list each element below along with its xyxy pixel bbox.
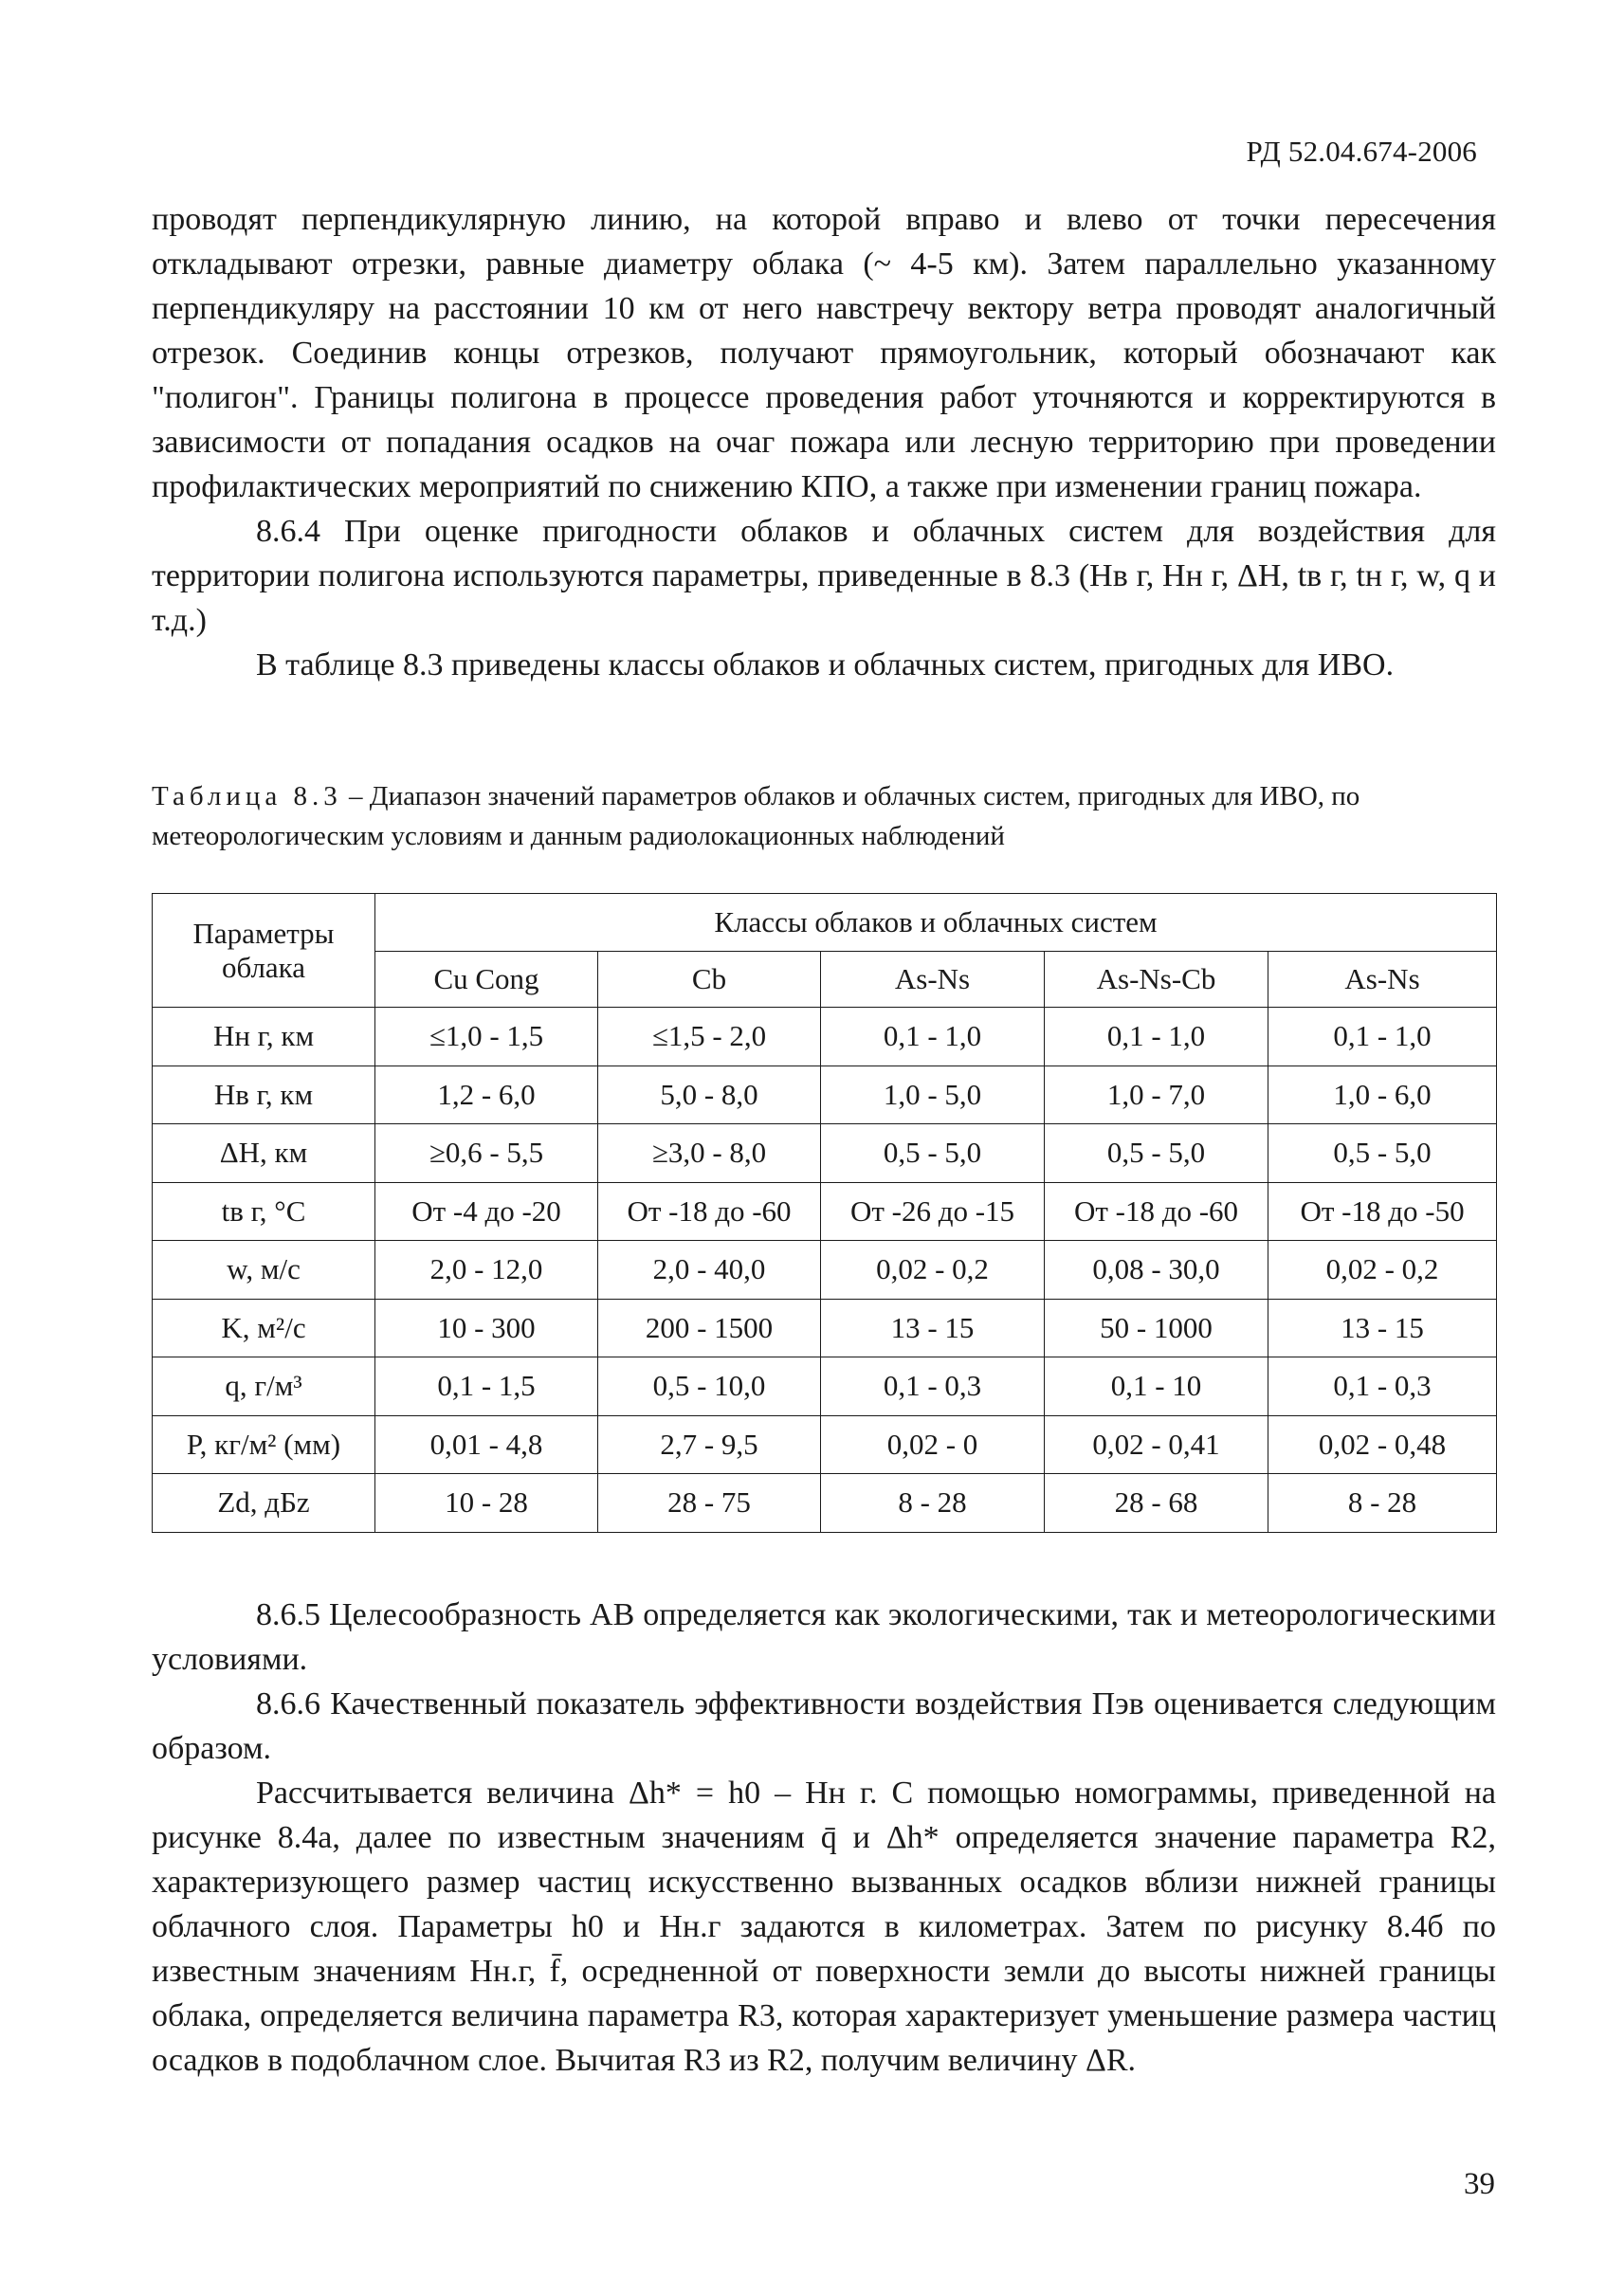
table-row — [153, 1357, 1497, 1416]
value-cell: 0,1 - 0,3 — [1268, 1357, 1497, 1416]
value-cell: 0,01 - 4,8 — [375, 1415, 598, 1474]
cloud-parameters-table — [152, 893, 1497, 1533]
value-cell: 0,5 - 10,0 — [598, 1357, 821, 1416]
table-row — [153, 1008, 1497, 1066]
value-cell: 0,1 - 1,0 — [1045, 1008, 1268, 1066]
value-cell: 0,1 - 1,0 — [821, 1008, 1045, 1066]
paragraph: 8.6.6 Качественный показатель эффективности воздействия Пэв оценивается следующим образом. — [152, 1686, 1496, 1766]
paragraph: 8.6.4 При оценке пригодности облаков и облачных систем для воздействия для территории полигона используются параметры, приведенные в 8.3 (Hв г, Hн г, ΔH, tв г, tн г, w, q и т.д.) — [152, 514, 1496, 638]
body-text-top — [152, 197, 1496, 687]
value-cell: От -18 до -60 — [598, 1182, 821, 1241]
body-text-bottom — [152, 1593, 1496, 2083]
table-caption — [152, 776, 1496, 856]
paragraph: В таблице 8.3 приведены классы облаков и облачных систем, пригодных для ИВО. — [256, 647, 1395, 683]
value-cell: ≤1,5 - 2,0 — [598, 1008, 821, 1066]
value-cell: 28 - 75 — [598, 1474, 821, 1533]
value-cell: 200 - 1500 — [598, 1299, 821, 1357]
value-cell: ≥3,0 - 8,0 — [598, 1124, 821, 1183]
value-cell: 50 - 1000 — [1045, 1299, 1268, 1357]
value-cell: 0,5 - 5,0 — [1268, 1124, 1497, 1183]
paragraph: проводят перпендикулярную линию, на которой вправо и влево от точки пересечения откладывают отрезки, равные диаметру облака (~ 4-5 км). Затем параллельно указанному перпендикуляру на расстоянии 10 км от него навстречу вектору ветра проводят аналогичный отрезок. Соединив концы отрезков, получают прямоугольник, который обозначают как "полигон". Границы полигона в процессе проведения работ уточняются и корректируются в зависимости от попадания осадков на очаг пожара или лесную территорию при проведении профилактических мероприятий по снижению КПО, а также при изменении границ пожара. — [152, 202, 1496, 504]
value-cell: От -26 до -15 — [821, 1182, 1045, 1241]
table-row — [153, 1474, 1497, 1533]
value-cell: 5,0 - 8,0 — [598, 1066, 821, 1124]
value-cell: 0,02 - 0,48 — [1268, 1415, 1497, 1474]
value-cell: 2,0 - 12,0 — [375, 1241, 598, 1300]
value-cell: 8 - 28 — [1268, 1474, 1497, 1533]
value-cell: От -18 до -60 — [1045, 1182, 1268, 1241]
value-cell: 1,0 - 5,0 — [821, 1066, 1045, 1124]
value-cell: 0,5 - 5,0 — [1045, 1124, 1268, 1183]
value-cell: 1,2 - 6,0 — [375, 1066, 598, 1124]
value-cell: 0,02 - 0,41 — [1045, 1415, 1268, 1474]
value-cell: 28 - 68 — [1045, 1474, 1268, 1533]
param-cell: q, г/м³ — [153, 1357, 375, 1416]
value-cell: От -4 до -20 — [375, 1182, 598, 1241]
table-row — [153, 1299, 1497, 1357]
value-cell: 0,5 - 5,0 — [821, 1124, 1045, 1183]
value-cell: 0,02 - 0,2 — [821, 1241, 1045, 1300]
value-cell: 0,1 - 1,0 — [1268, 1008, 1497, 1066]
value-cell: 1,0 - 6,0 — [1268, 1066, 1497, 1124]
class-header-cell: As-Ns — [821, 952, 1045, 1008]
table-caption-label: Таблица 8.3 — [152, 781, 342, 811]
value-cell: 0,1 - 10 — [1045, 1357, 1268, 1416]
value-cell: 0,02 - 0 — [821, 1415, 1045, 1474]
value-cell: 10 - 28 — [375, 1474, 598, 1533]
table-header-row — [153, 894, 1497, 952]
value-cell: ≥0,6 - 5,5 — [375, 1124, 598, 1183]
value-cell: 13 - 15 — [821, 1299, 1045, 1357]
param-cell: w, м/с — [153, 1241, 375, 1300]
class-header-cell: Cu Cong — [375, 952, 598, 1008]
value-cell: От -18 до -50 — [1268, 1182, 1497, 1241]
table-row — [153, 1415, 1497, 1474]
value-cell: 0,02 - 0,2 — [1268, 1241, 1497, 1300]
value-cell: ≤1,0 - 1,5 — [375, 1008, 598, 1066]
value-cell: 10 - 300 — [375, 1299, 598, 1357]
table-row — [153, 1066, 1497, 1124]
table-row — [153, 1241, 1497, 1300]
value-cell: 0,1 - 1,5 — [375, 1357, 598, 1416]
class-header-cell: As-Ns — [1268, 952, 1497, 1008]
value-cell: 2,0 - 40,0 — [598, 1241, 821, 1300]
value-cell: 1,0 - 7,0 — [1045, 1066, 1268, 1124]
param-header-cell: Параметры облака — [153, 894, 375, 1008]
value-cell: 0,08 - 30,0 — [1045, 1241, 1268, 1300]
value-cell: 8 - 28 — [821, 1474, 1045, 1533]
class-header-cell: Cb — [598, 952, 821, 1008]
value-cell: 0,1 - 0,3 — [821, 1357, 1045, 1416]
param-cell: K, м²/с — [153, 1299, 375, 1357]
document-id: РД 52.04.674-2006 — [1246, 135, 1477, 168]
param-cell: Hв г, км — [153, 1066, 375, 1124]
value-cell: 2,7 - 9,5 — [598, 1415, 821, 1474]
page-number: 39 — [1464, 2167, 1495, 2201]
value-cell: 13 - 15 — [1268, 1299, 1497, 1357]
table-row — [153, 1182, 1497, 1241]
class-header-cell: As-Ns-Cb — [1045, 952, 1268, 1008]
param-cell: Zd, дБz — [153, 1474, 375, 1533]
table-caption-text: – Диапазон значений параметров облаков и облачных систем, пригодных для ИВО, по метеорологическим условиям и данным радиолокационных наблюдений — [152, 781, 1360, 851]
param-cell: ΔH, км — [153, 1124, 375, 1183]
param-cell: tв г, °С — [153, 1182, 375, 1241]
param-cell: P, кг/м² (мм) — [153, 1415, 375, 1474]
table-row — [153, 1124, 1497, 1183]
param-cell: Hн г, км — [153, 1008, 375, 1066]
group-header-cell: Классы облаков и облачных систем — [375, 894, 1497, 952]
paragraph: 8.6.5 Целесообразность АВ определяется как экологическими, так и метеорологическими условиями. — [152, 1597, 1496, 1677]
paragraph: Рассчитывается величина Δh* = h0 – Hн г. С помощью номограммы, приведенной на рисунке 8.4а, далее по известным значениям q̄ и Δh* определяется значение параметра R2, характеризующего размер частиц искусственно вызванных осадков вблизи нижней границы облачного слоя. Параметры h0 и Hн.г задаются в километрах. Затем по рисунку 8.4б по известным значениям Hн.г, f̄, осредненной от поверхности земли до высоты нижней границы облака, определяется величина параметра R3, которая характеризует уменьшение размера частиц осадков в подоблачном слое. Вычитая R3 из R2, получим величину ΔR. — [152, 1776, 1496, 2078]
